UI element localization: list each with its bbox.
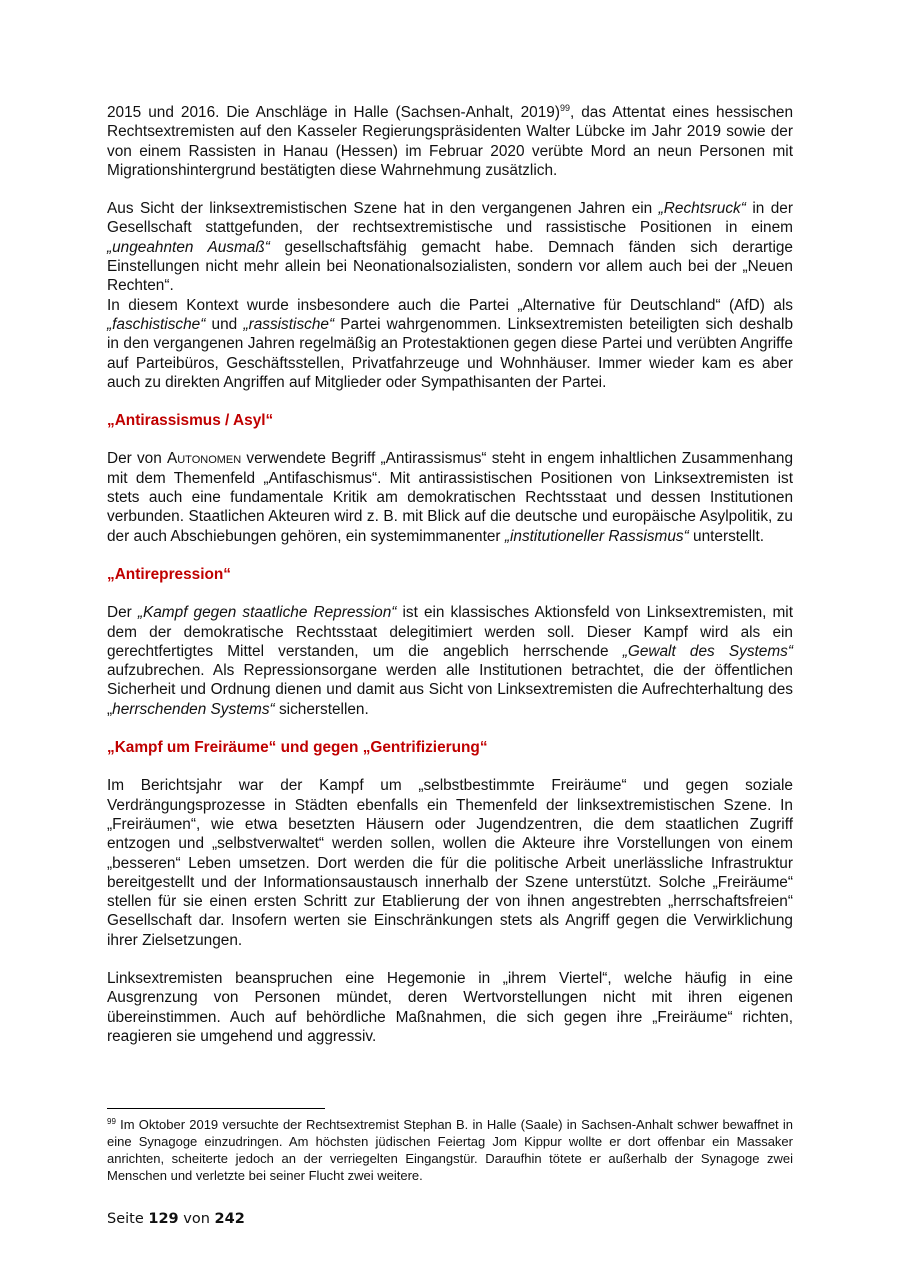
current-page: 129 bbox=[148, 1211, 179, 1227]
section-heading: „Kampf um Freiräume“ und gegen „Gentrifizierung“ bbox=[107, 739, 488, 757]
paragraph: 2015 und 2016. Die Anschläge in Halle (Sachsen-Anhalt, 2019)$^{99}$, das Attentat eines hessischen Rechtsextremisten auf den Kasseler Regierungspräsidenten Walter Lübcke im Jahr 2019 sowie der von einem Rassisten in Hanau (Hessen) im Februar 2020 verübte Mord an neun Personen mit Migrationshintergrund bestätigten diese Wahrnehmung zusätzlich. bbox=[107, 103, 794, 179]
paragraph: Im Berichtsjahr war der Kampf um „selbstbestimmte Freiräume“ und gegen soziale Verdrängungsprozesse in Städten ebenfalls ein Themenfeld der linksextremistischen Szene. In „Freiräumen“, wie etwa besetzten Häusern oder Jugendzentren, die dem staatlichen Zugriff entzogen und „selbstverwaltet“ werden sollen, wollen die Akteure ihre Vorstellungen von einem „besseren“ Leben umsetzen. Dort werden die für die politische Arbeit unerlässliche Infrastruktur bereitgestellt und der Informationsaustausch innerhalb der Szene unterstützt. Solche „Freiräume“ stellen für sie einen ersten Schritt zur Etablierung der von ihnen angestrebten „herrschaftsfreien“ Gesellschaft dar. Insofern werten sie Einschränkungen stets als Angriff gegen die Verwirklichung ihrer Zielsetzungen. bbox=[107, 777, 793, 949]
paragraph: In diesem Kontext wurde insbesondere auch die Partei „Alternative für Deutschland“ (AfD) als „faschistische“ und „rassistische“ Partei wahrgenommen. Linksextremisten beteiligten sich deshalb in den vergangenen Jahren regelmäßig an Protestaktionen gegen diese Partei und verübten Angriffe auf Parteibüros, Geschäftsstellen, Privatfahrzeuge und Wohnhäuser. Immer wieder kam es aber auch zu direkten Angriffen auf Mitglieder oder Sympathisanten der Partei. bbox=[107, 296, 794, 391]
footnote-reference[interactable]: 99 bbox=[559, 103, 570, 113]
paragraph: Der „Kampf gegen staatliche Repression“ ist ein klassisches Aktionsfeld von Linksextremisten, mit dem der demokratische Rechtsstaat delegitimiert werden soll. Dieser Kampf wird als ein gerechtfertigtes Mittel verstanden, um die angeblich herrschende „Gewalt des Systems“ aufzubrechen. Als Repressionsorgane werden alle Institutionen betrachtet, die der öffentlichen Sicherheit und Ordnung dienen und damit aus Sicht von Linksextremisten die Aufrechterhaltung des „herrschenden Systems“ sicherstellen. bbox=[107, 604, 793, 718]
total-pages: 242 bbox=[214, 1211, 245, 1227]
page-number: Seite 129 von 242 bbox=[107, 1211, 245, 1227]
paragraph: Der von Autonomen verwendete Begriff „Antirassismus“ steht in engem inhaltlichen Zusammenhang mit dem Themenfeld „Antifaschismus“. Mit antirassistischen Positionen von Linksextremisten ist stets auch eine fundamentale Kritik am demokratischen Rechtsstaat und dessen Institutionen verbunden. Staatlichen Akteuren wird z. B. mit Blick auf die deutsche und europäische Asylpolitik, zu der auch Abschiebungen gehören, ein systemimmanenter „institutioneller Rassismus“ unterstellt. bbox=[107, 450, 794, 545]
paragraph: Aus Sicht der linksextremistischen Szene hat in den vergangenen Jahren ein „Rechtsruck“ in der Gesellschaft stattgefunden, der rechtsextremistische und rassistische Positionen in einem „ungeahnten Ausmaß“ gesellschaftsfähig gemacht habe. Demnach fänden sich derartige Einstellungen nicht mehr allein bei Neonationalsozialisten, sondern vor allem auch bei der „Neuen Rechten“. bbox=[107, 200, 793, 295]
paragraph: Linksextremisten beanspruchen eine Hegemonie in „ihrem Viertel“, welche häufig in eine Ausgrenzung von Personen mündet, deren Wertvorstellungen nicht mit ihren eigenen übereinstimmen. Auch auf behördliche Maßnahmen, die sich gegen ihre „Freiräume“ richten, reagieren sie umgehend und aggressiv. bbox=[107, 969, 793, 1045]
section-heading: „Antirepression“ bbox=[107, 565, 232, 583]
footnote-number: 99 bbox=[107, 1117, 116, 1126]
footnote-divider bbox=[107, 1108, 325, 1109]
body-text bbox=[107, 103, 793, 1046]
footnote-text: Im Oktober 2019 versuchte der Rechtsextremist Stephan B. in Halle (Saale) in Sachsen-Anhalt schwer bewaffnet in eine Synagoge einzudringen. Am höchsten jüdischen Feiertag Jom Kippur wollte er dort offenbar ein Massaker anrichten, scheiterte jedoch an der verriegelten Eingangstür. Daraufhin tötete er außerhalb der Synagoge zwei Menschen und verletzte bei seiner Flucht zwei weitere. bbox=[107, 1117, 793, 1183]
section-heading: „Antirassismus / Asyl“ bbox=[107, 412, 274, 430]
footnote bbox=[107, 1116, 793, 1184]
